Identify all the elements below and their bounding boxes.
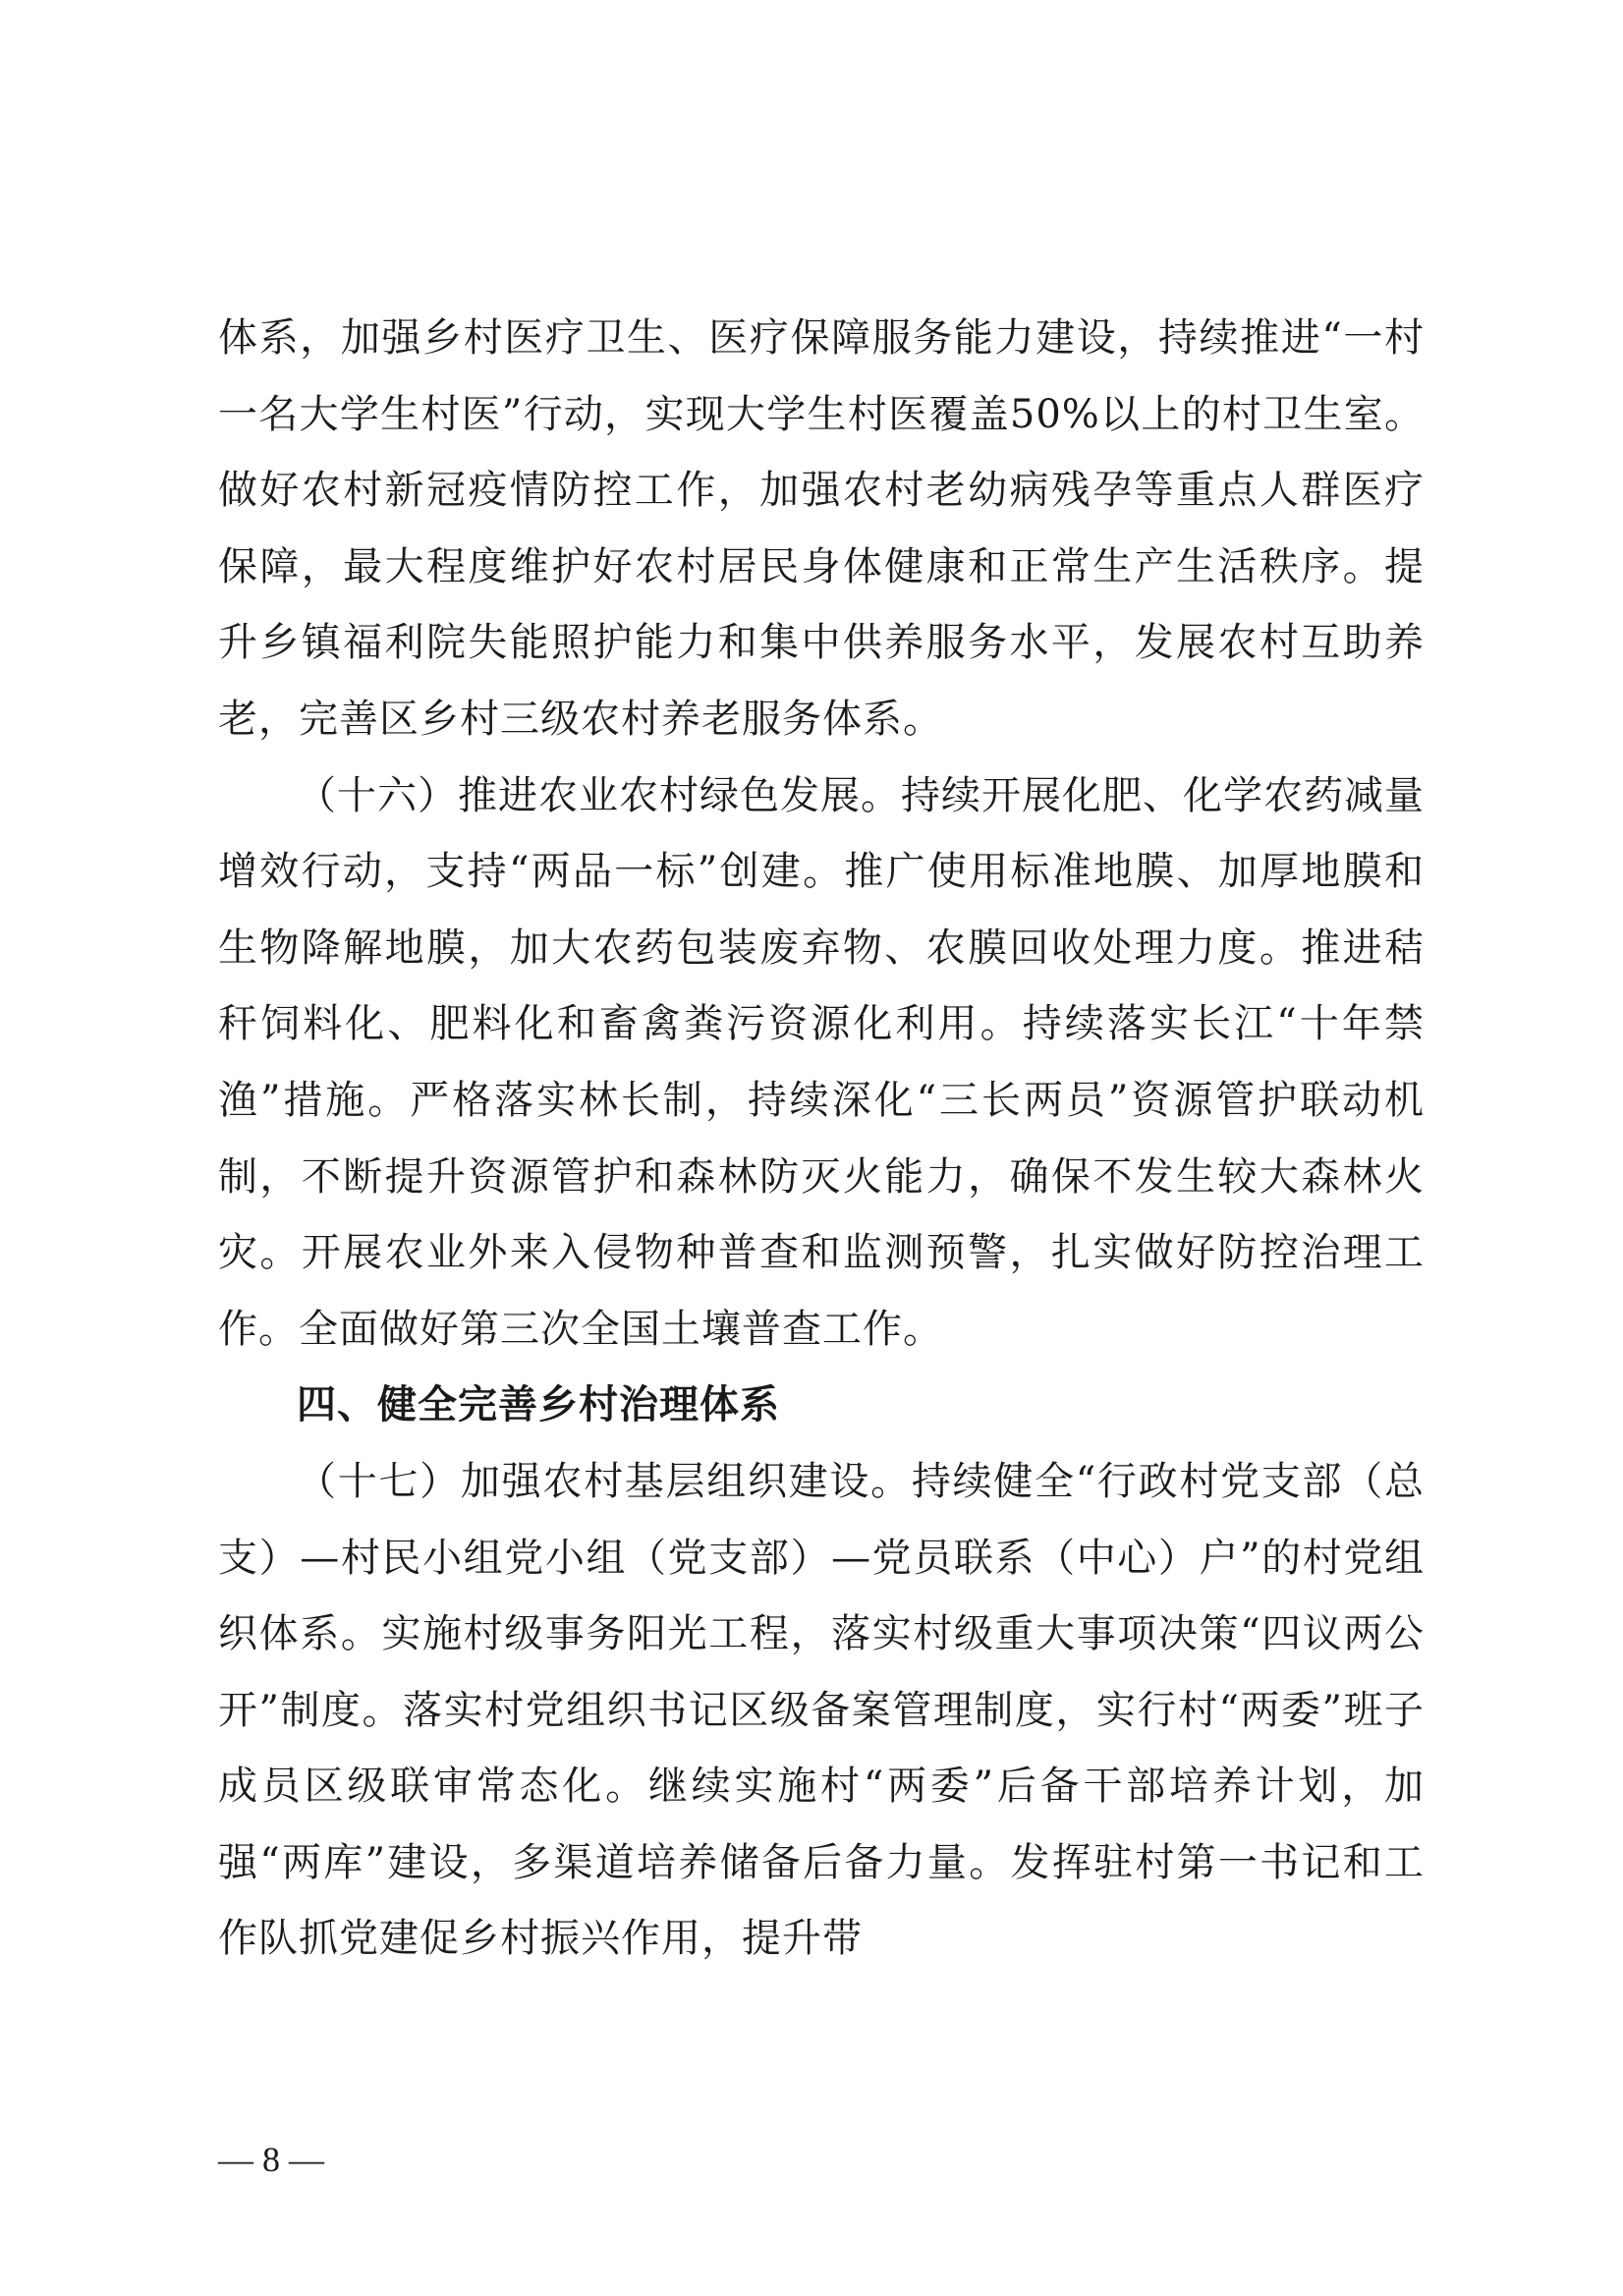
document-body [218,301,1425,1978]
page-number: — 8 — [218,2140,324,2179]
paragraph-section-17: （十七）加强农村基层组织建设。持续健全“行政村党支部（总支）—村民小组党小组（党支部）—党员联系（中心）户”的村党组织体系。实施村级事务阳光工程，落实村级重大事项决策“四议两公开”制度。落实村党组织书记区级备案管理制度，实行村“两委”班子成员区级联审常态化。继续实施村“两委”后备干部培养计划，加强“两库”建设，多渠道培养储备后备力量。发挥驻村第一书记和工作队抓党建促乡村振兴作用，提升带 [218,1458,1425,1962]
paragraph-section-16: （十六）推进农业农村绿色发展。持续开展化肥、化学农药减量增效行动，支持“两品一标”创建。推广使用标准地膜、加厚地膜和生物降解地膜，加大农药包装废弃物、农膜回收处理力度。推进秸秆饲料化、肥料化和畜禽粪污资源化利用。持续落实长江“十年禁渔”措施。严格落实林长制，持续深化“三长两员”资源管护联动机制，不断提升资源管护和森林防灭火能力，确保不发生较大森林火灾。开展农业外来入侵物种普查和监测预警，扎实做好防控治理工作。全面做好第三次全国土壤普查工作。 [218,772,1425,1352]
section-heading: 四、健全完善乡村治理体系 [297,1382,780,1428]
paragraph-continuation: 体系，加强乡村医疗卫生、医疗保障服务能力建设，持续推进“一村一名大学生村医”行动，实现大学生村医覆盖50%以上的村卫生室。做好农村新冠疫情防控工作，加强农村老幼病残孕等重点人群医疗保障，最大程度维护好农村居民身体健康和正常生产生活秩序。提升乡镇福利院失能照护能力和集中供养服务水平，发展农村互助养老，完善区乡村三级农村养老服务体系。 [218,315,1425,742]
